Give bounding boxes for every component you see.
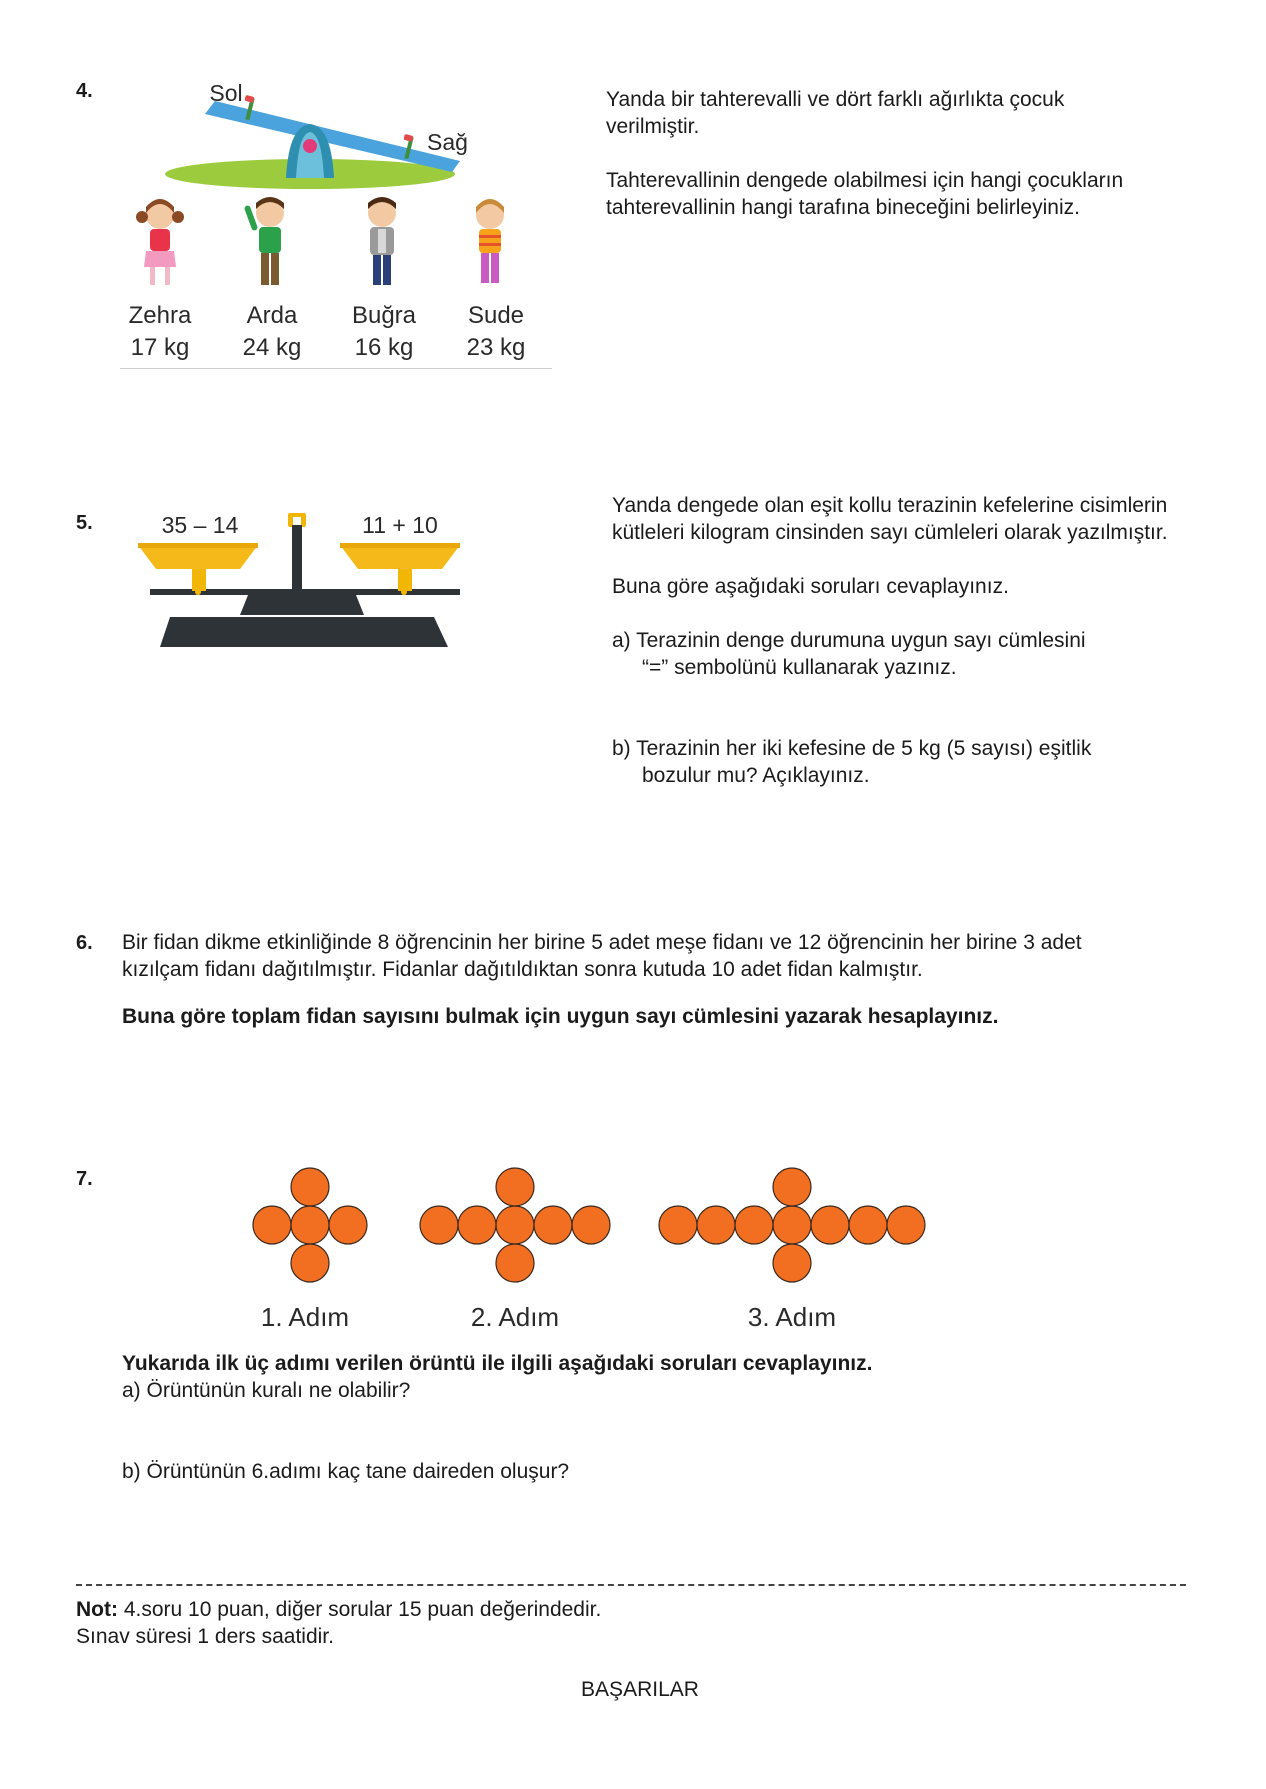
seesaw-left-label: Sol bbox=[209, 80, 243, 106]
note-label: Not: bbox=[76, 1598, 118, 1621]
question-5-intro: Yanda dengede olan eşit kollu terazinin kefelerine cisimlerin kütleleri kilogram cinsinden sayı cümleleri olarak yazılmıştır. bbox=[612, 494, 1168, 544]
pattern-step-3-circle bbox=[849, 1206, 887, 1244]
question-6-problem: Bir fidan dikme etkinliğinde 8 öğrencinin her birine 5 adet meşe fidanı ve 12 öğrencinin her birine 3 adet kızılçam fidanı dağıtılmıştır. Fidanlar dağıtıldıktan sonra kutuda 10 adet fidan kalmıştır. bbox=[122, 931, 1082, 981]
question-6-prompt: Buna göre toplam fidan sayısını bulmak için uygun sayı cümlesini yazarak hesaplayınız. bbox=[122, 1005, 999, 1028]
pattern-step-2-circle bbox=[496, 1206, 534, 1244]
question-4-prompt: Tahterevallinin dengede olabilmesi için hangi çocukların tahterevallinin hangi tarafına bineceğini belirleyiniz. bbox=[606, 169, 1124, 219]
question-7-instruction: Yukarıda ilk üç adımı verilen örüntü ile ilgili aşağıdaki soruları cevaplayınız. bbox=[122, 1352, 873, 1375]
question-4-number: 4. bbox=[76, 80, 93, 102]
child-name-sude: Sude bbox=[467, 302, 525, 329]
pattern-step-3-circle bbox=[773, 1206, 811, 1244]
pattern-step-3-label: 3. Adım bbox=[747, 1302, 837, 1332]
pattern-step-1-circle bbox=[291, 1168, 329, 1206]
pattern-step-3-circle bbox=[773, 1168, 811, 1206]
child-name-zehra: Zehra bbox=[128, 302, 192, 329]
question-5b-line2: bozulur mu? Açıklayınız. bbox=[642, 764, 870, 787]
note-text: 4.soru 10 puan, diğer sorular 15 puan değerindedir. bbox=[117, 1598, 602, 1621]
child-sude-figure bbox=[460, 195, 520, 295]
child-weight-arda: 24 kg bbox=[242, 334, 302, 361]
question-5a-line1: a) Terazinin denge durumuna uygun sayı cümlesini bbox=[612, 629, 1086, 652]
child-zehra-figure bbox=[130, 195, 190, 295]
exam-duration: Sınav süresi 1 ders saatidir. bbox=[76, 1625, 334, 1648]
pattern-step-3-circle bbox=[887, 1206, 925, 1244]
pattern-step-2-circle bbox=[534, 1206, 572, 1244]
question-5b-line1: b) Terazinin her iki kefesine de 5 kg (5 sayısı) eşitlik bbox=[612, 737, 1092, 760]
question-5a-line2: “=” sembolünü kullanarak yazınız. bbox=[642, 656, 957, 679]
question-4-intro: Yanda bir tahterevalli ve dört farklı ağırlıkta çocuk verilmiştir. bbox=[606, 88, 1065, 138]
question-6-number: 6. bbox=[76, 932, 93, 954]
question-4-text bbox=[606, 86, 1126, 221]
pattern-step-1-circle bbox=[329, 1206, 367, 1244]
footer-divider bbox=[76, 1584, 1186, 1586]
question-6-text bbox=[122, 929, 1162, 1030]
child-weight-zehra: 17 kg bbox=[130, 334, 190, 361]
right-pan-expression: 11 + 10 bbox=[362, 512, 438, 538]
left-pan-expression: 35 – 14 bbox=[161, 512, 239, 538]
balance-scale-illustration bbox=[130, 505, 480, 655]
pattern-step-3-circle bbox=[735, 1206, 773, 1244]
pattern-step-3-circle bbox=[811, 1206, 849, 1244]
question-7-text bbox=[122, 1350, 1162, 1485]
child-bugra-figure bbox=[352, 195, 412, 295]
pattern-step-1-circle bbox=[291, 1206, 329, 1244]
question-5-text bbox=[612, 492, 1172, 789]
child-name-bugra: Buğra bbox=[351, 302, 417, 329]
pattern-step-2-circle bbox=[420, 1206, 458, 1244]
pattern-illustration bbox=[240, 1150, 960, 1300]
child-weight-sude: 23 kg bbox=[466, 334, 526, 361]
pattern-step-1-circle bbox=[291, 1244, 329, 1282]
pattern-step-1-circle bbox=[253, 1206, 291, 1244]
pattern-step-2-label: 2. Adım bbox=[470, 1302, 560, 1332]
pattern-step-3-circle bbox=[697, 1206, 735, 1244]
child-name-arda: Arda bbox=[246, 302, 298, 329]
pattern-step-3-circle bbox=[659, 1206, 697, 1244]
footer-note bbox=[76, 1596, 976, 1650]
pattern-step-2-circle bbox=[458, 1206, 496, 1244]
pattern-step-2-circle bbox=[496, 1244, 534, 1282]
question-5-number: 5. bbox=[76, 512, 93, 534]
pattern-step-3-circle bbox=[773, 1244, 811, 1282]
child-arda-figure bbox=[240, 195, 300, 295]
question-5-instruction: Buna göre aşağıdaki soruları cevaplayınız. bbox=[612, 575, 1009, 598]
child-weight-bugra: 16 kg bbox=[354, 334, 414, 361]
children-baseline bbox=[120, 368, 552, 369]
closing-text: BAŞARILAR bbox=[581, 1678, 699, 1701]
seesaw-right-label: Sağ bbox=[427, 129, 468, 155]
question-7a: a) Örüntünün kuralı ne olabilir? bbox=[122, 1379, 411, 1402]
question-7-number: 7. bbox=[76, 1168, 93, 1190]
pattern-step-2-circle bbox=[496, 1168, 534, 1206]
pattern-step-2-circle bbox=[572, 1206, 610, 1244]
question-7b: b) Örüntünün 6.adımı kaç tane daireden oluşur? bbox=[122, 1460, 570, 1483]
pattern-step-1-label: 1. Adım bbox=[260, 1302, 350, 1332]
